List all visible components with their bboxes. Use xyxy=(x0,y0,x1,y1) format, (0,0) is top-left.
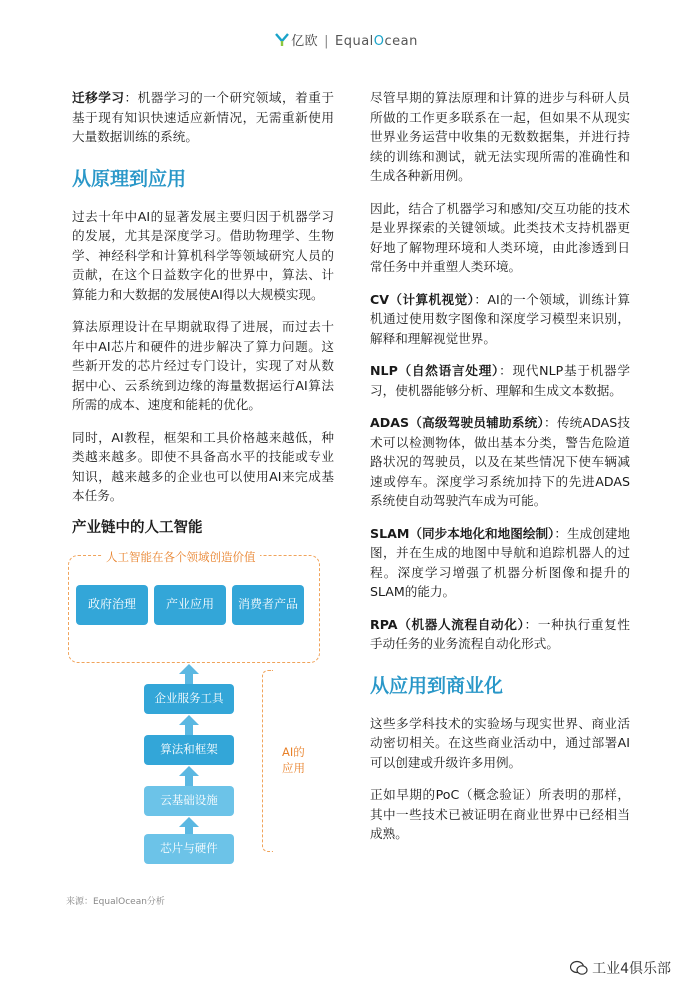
yiou-logo-icon xyxy=(275,33,289,47)
wechat-icon xyxy=(570,960,588,976)
rpa-paragraph: RPA（机器人流程自动化）：一种执行重复性手动任务的业务流程自动化形式。 xyxy=(370,616,630,651)
box-industry-application: 产业应用 xyxy=(154,585,226,625)
term-transfer-learning: 迁移学习 xyxy=(72,90,125,105)
paragraph: 正如早期的PoC（概念验证）所表明的那样，其中一些技术已被证明在商业世界中已经相当成熟。 xyxy=(370,787,630,841)
page-header xyxy=(0,30,693,49)
ai-industry-chain-diagram xyxy=(66,548,336,863)
left-column xyxy=(72,88,334,863)
box-consumer-products: 消费者产品 xyxy=(232,585,304,625)
paragraph: 因此，结合了机器学习和感知/交互功能的技术是业界探索的关键领域。此类技术支持机器更好地了解物理环境和人类环境，由此渗透到日常任务中并重塑人类环境。 xyxy=(370,200,630,274)
term-nlp: NLP（自然语言处理） xyxy=(370,363,500,378)
paragraph: 同时，AI教程，框架和工具价格越来越低，种类越来越多。即使不具备高水平的技能或专业知识，越来越多的企业也可以使用AI来完成基本任务。 xyxy=(72,429,334,503)
term-rpa: RPA（机器人流程自动化） xyxy=(370,616,525,632)
box-cloud-infrastructure: 云基础设施 xyxy=(144,786,234,816)
box-government: 政府治理 xyxy=(76,585,148,625)
term-adas: ADAS（高级驾驶员辅助系统） xyxy=(370,415,545,430)
term-slam: SLAM（同步本地化和地图绘制） xyxy=(370,525,555,541)
figure-source: 来源：EqualOcean分析 xyxy=(66,897,165,907)
header-separator: | xyxy=(324,34,329,49)
slam-paragraph: SLAM（同步本地化和地图绘制）：生成创建地图，并在生成的地图中导航和追踪机器人的过程。深度学习增强了机器分析图像和提升的SLAM的能力。 xyxy=(370,525,631,599)
box-algorithms-frameworks: 算法和框架 xyxy=(144,735,234,765)
ai-application-bracket xyxy=(262,670,273,852)
brand-en: EqualOcean xyxy=(335,34,418,49)
section-heading-application-to-commercialization: 从应用到商业化 xyxy=(370,674,504,697)
nlp-paragraph: NLP（自然语言处理）：现代NLP基于机器学习，使机器能够分析、理解和生成文本数据。 xyxy=(370,363,630,398)
value-creation-title: 人工智能在各个领域创造价值 xyxy=(102,548,260,568)
brand-cn: 亿欧 xyxy=(291,34,319,49)
subheading-ai-industry-chain: 产业链中的人工智能 xyxy=(72,519,203,536)
ai-application-label: AI的应用 xyxy=(282,745,305,775)
paragraph: 过去十年中AI的显著发展主要归因于机器学习的发展，尤其是深度学习。借助物理学、生物学、神经科学和计算机科学等领域研究人员的贡献，在这个日益数字化的世界中，算法、计算能力和大数据的发展使AI得以大规模实现。 xyxy=(72,208,334,302)
up-arrow-icon xyxy=(179,715,199,735)
right-column xyxy=(370,88,630,857)
box-chips-hardware: 芯片与硬件 xyxy=(144,834,234,864)
adas-paragraph: ADAS（高级驾驶员辅助系统）：传统ADAS技术可以检测物体，做出基本分类，警告危险道路状况的驾驶员，以及在某些情况下使车辆减速或停车。深度学习系统加持下的先进ADAS系统使自动驾驶汽车成为可能。 xyxy=(370,415,631,508)
paragraph: 这些多学科技术的实验场与现实世界、商业活动密切相关。在这些商业活动中，通过部署AI可以创建或升级许多用例。 xyxy=(370,715,630,770)
box-enterprise-service-tools: 企业服务工具 xyxy=(144,684,234,714)
section-heading-principle-to-application: 从原理到应用 xyxy=(72,167,187,190)
paragraph: 算法原理设计在早期就取得了进展，而过去十年中AI芯片和硬件的进步解决了算力问题。这些新开发的芯片经过专门设计，实现了对从数据中心、云系统到边缘的海量数据运行AI算法所需的成本、速度和能耗的优化。 xyxy=(72,319,334,412)
term-cv: CV（计算机视觉） xyxy=(370,291,475,307)
paragraph: 尽管早期的算法原理和计算的进步与科研人员所做的工作更多联系在一起，但如果不从现实世界业务运营中收集的无数数据集，并进行持续的训练和测试，就无法实现所需的准确性和生成各种新用例。 xyxy=(370,90,630,183)
wechat-watermark: 工业4俱乐部 xyxy=(570,958,671,978)
cv-paragraph: CV（计算机视觉）：AI的一个领域，训练计算机通过使用数字图像和深度学习模型来识别，解释和理解视觉世界。 xyxy=(370,291,630,346)
up-arrow-icon xyxy=(179,664,199,684)
up-arrow-icon xyxy=(179,766,199,786)
transfer-learning-paragraph: 迁移学习：机器学习的一个研究领域，着重于基于现有知识快速适应新情况，无需重新使用大量数据训练的系统。 xyxy=(72,90,335,144)
